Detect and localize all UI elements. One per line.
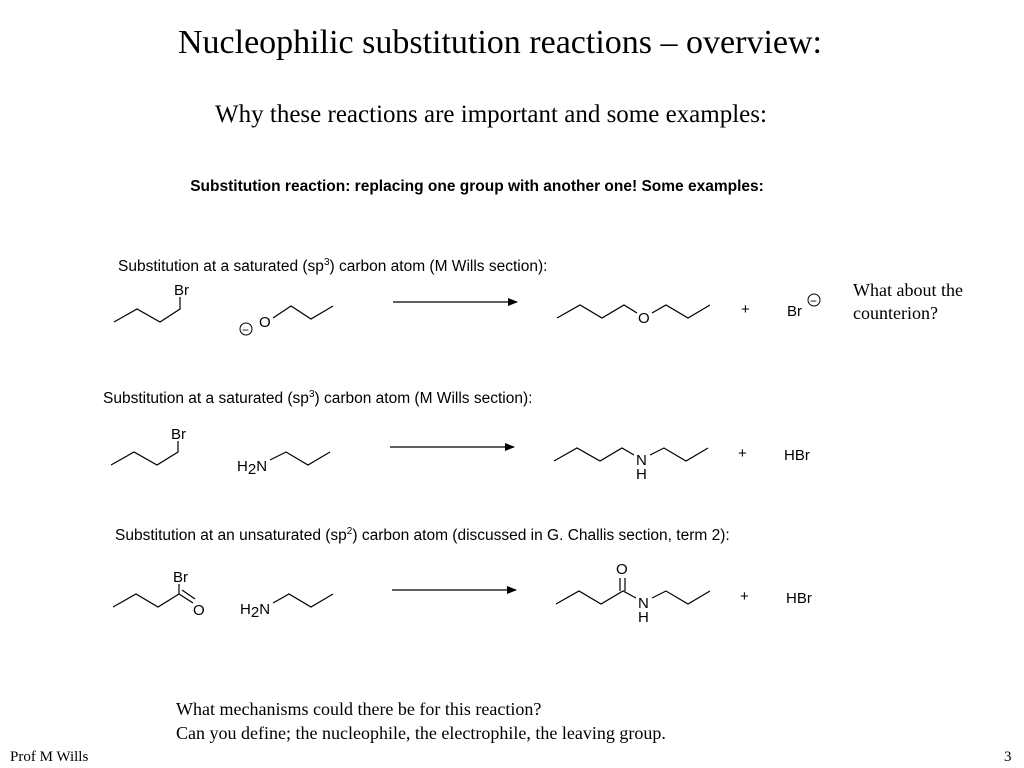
propoxide-structure [240, 306, 333, 337]
amide-product-structure [556, 561, 710, 626]
intro-text: Substitution reaction: replacing one group with another one! Some examples: [190, 178, 764, 195]
footer-author: Prof M Wills [10, 749, 89, 765]
secondary-amine-product-structure [554, 448, 708, 483]
negative-charge-icon: − [810, 294, 818, 308]
negative-charge-icon: − [242, 323, 250, 337]
bromine-label: Br [174, 282, 189, 299]
hydrogen-label: H [638, 609, 649, 626]
section-heading-amide: Substitution at an unsaturated $(sp^2)$ carbon atom (discussed in G. Challis section, term 2): [115, 526, 730, 544]
bromobutane-structure [114, 282, 189, 322]
hydrogen-bromide-label: HBr [784, 447, 810, 464]
amine-label: H2N [240, 601, 271, 621]
plus-sign: + [740, 588, 749, 605]
question-line1: What mechanisms could there be for this reaction? [176, 699, 542, 719]
section-heading-amine: Substitution at a saturated $(sp^3)$ carbon atom (M Wills section): [103, 389, 533, 407]
propylamine-structure [240, 594, 333, 621]
acyl-bromide-structure [113, 569, 205, 619]
bromide-ion [787, 294, 820, 320]
counterion-note-line2: counterion? [853, 303, 938, 323]
oxygen-label: O [193, 602, 205, 619]
counterion-note-line1: What about the [853, 280, 963, 300]
hydrogen-bromide-label: HBr [786, 590, 812, 607]
ether-product-structure [557, 305, 710, 327]
bromine-label: Br [173, 569, 188, 586]
page-subtitle: Why these reactions are important and some examples: [215, 101, 767, 128]
amine-label: H2N [237, 458, 268, 478]
oxygen-label: O [638, 310, 650, 327]
oxygen-label: O [259, 314, 271, 331]
section-heading-ether: Substitution at a saturated $(sp^3)$ carbon atom (M Wills section): [118, 257, 548, 275]
hydrogen-label: H [636, 466, 647, 483]
plus-sign: + [738, 445, 747, 462]
bromine-label: Br [171, 426, 186, 443]
question-line2: Can you define; the nucleophile, the electrophile, the leaving group. [176, 723, 666, 743]
bromine-label: Br [787, 303, 802, 320]
oxygen-label: O [616, 561, 628, 578]
page-title: Nucleophilic substitution reactions – overview: [178, 24, 822, 61]
nitrogen-label: N [636, 452, 647, 469]
plus-sign: + [741, 301, 750, 318]
bromobutane-structure [111, 426, 186, 465]
page-number: 3 [1004, 749, 1012, 765]
nitrogen-label: N [638, 595, 649, 612]
propylamine-structure [237, 452, 330, 478]
